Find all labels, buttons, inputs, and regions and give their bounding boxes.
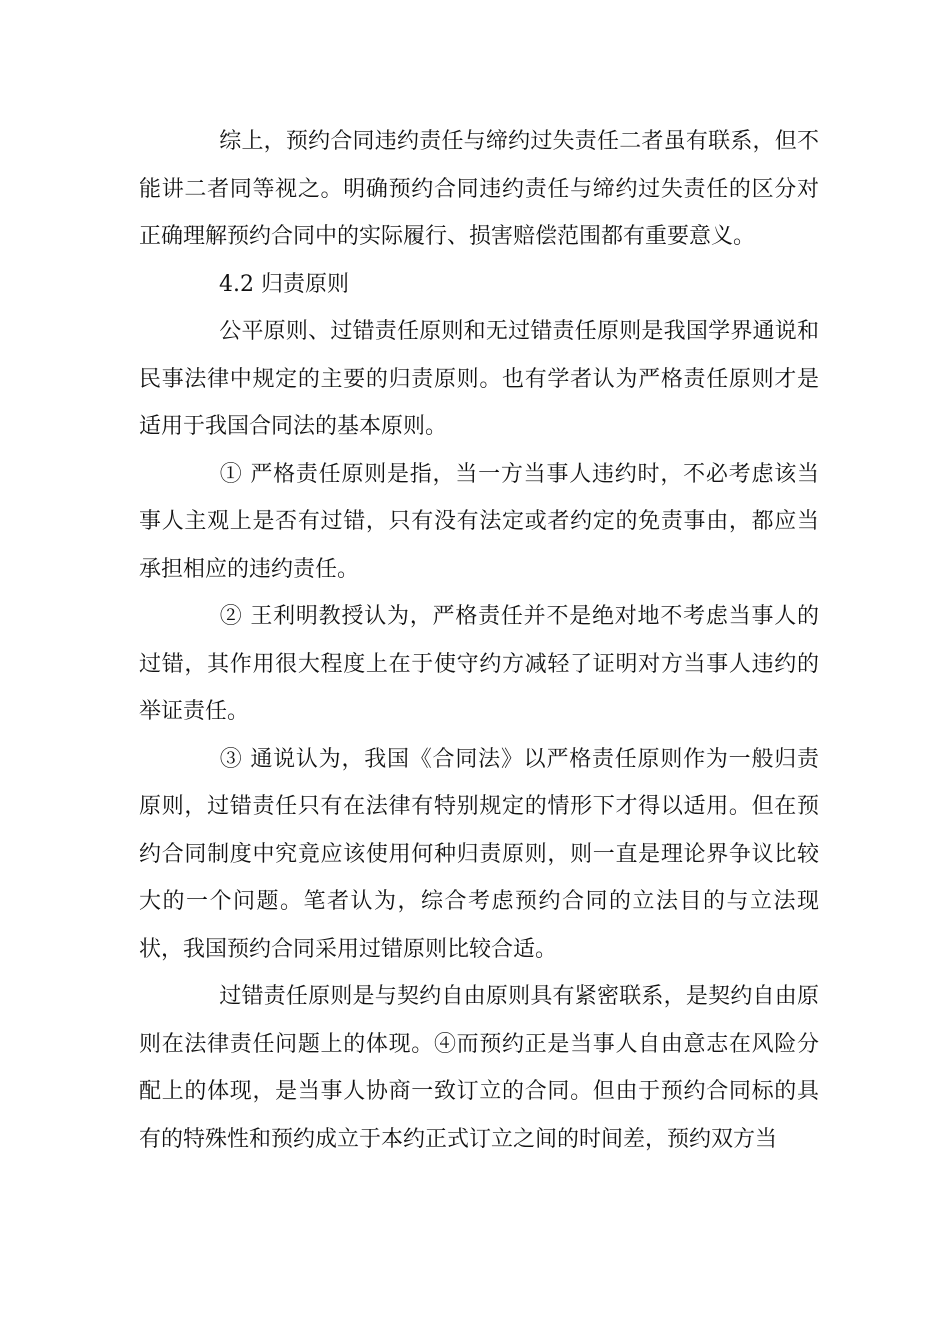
paragraph-text: 综上，预约合同违约责任与缔约过失责任二者虽有联系，但不能讲二者同等视之。明确预约合同违约责任与缔约过失责任的区分对正确理解预约合同中的实际履行、损害赔偿范围都有重要意义。 (139, 129, 819, 249)
paragraph-text: 公平原则、过错责任原则和无过错责任原则是我国学界通说和民事法律中规定的主要的归责原则。也有学者认为严格责任原则才是适用于我国合同法的基本原则。 (139, 319, 819, 439)
paragraph-text: ③ 通说认为，我国《合同法》以严格责任原则作为一般归责原则，过错责任只有在法律有特别规定的情形下才得以适用。但在预约合同制度中究竟应该使用何种归责原则，则一直是理论界争议比较大的一个问题。笔者认为，综合考虑预约合同的立法目的与立法现状，我国预约合同采用过错原则比较合适。 (139, 746, 819, 962)
paragraph-note-2 (139, 593, 819, 736)
section-heading: 4.2 归责原则 (219, 271, 349, 297)
paragraph-fault-liability (139, 973, 819, 1163)
paragraph-text: 过错责任原则是与契约自由原则具有紧密联系，是契约自由原则在法律责任问题上的体现。④而预约正是当事人自由意志在风险分配上的体现，是当事人协商一致订立的合同。但由于预约合同标的具有的特殊性和预约成立于本约正式订立之间的时间差，预约双方当 (139, 984, 819, 1152)
paragraph-principles (139, 308, 819, 451)
paragraph-text: ① 严格责任原则是指，当一方当事人违约时，不必考虑该当事人主观上是否有过错，只有没有法定或者约定的免责事由，都应当承担相应的违约责任。 (139, 461, 819, 582)
paragraph-note-1 (139, 451, 819, 594)
document-body (139, 118, 819, 1163)
paragraph-note-3 (139, 736, 819, 974)
paragraph-text: ② 王利明教授认为，严格责任并不是绝对地不考虑当事人的过错，其作用很大程度上在于使守约方减轻了证明对方当事人违约的举证责任。 (139, 604, 819, 724)
paragraph-summary (139, 118, 819, 261)
